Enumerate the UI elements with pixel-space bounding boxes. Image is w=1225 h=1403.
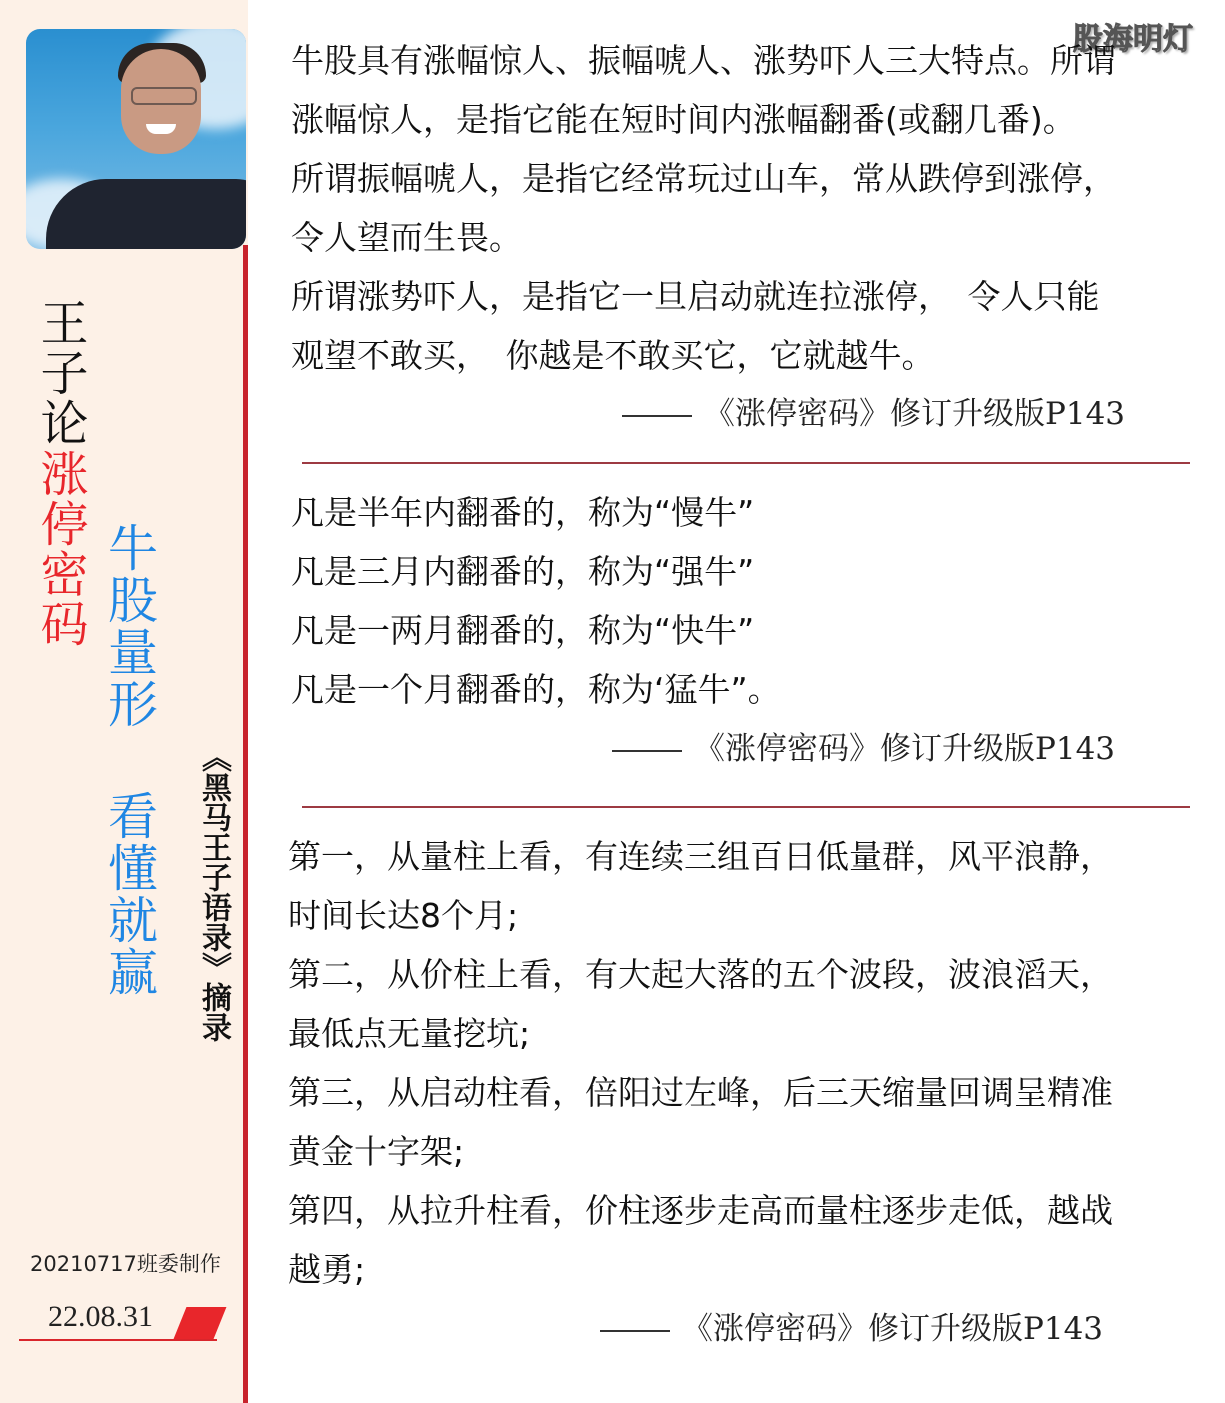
section2-line: 凡是一个月翻番的，称为‘猛牛”。 xyxy=(291,670,781,709)
sidebar-red-border xyxy=(243,245,248,1403)
section1-line: 令人望而生畏。 xyxy=(291,218,522,257)
section1-line: 涨幅惊人，是指它能在短时间内涨幅翻番(或翻几番)。 xyxy=(291,100,1076,139)
section3-line: 第四，从拉升柱看，价柱逐步走高而量柱逐步走低，越战 xyxy=(288,1191,1113,1230)
subtitle-part-1: 牛股量形 xyxy=(100,522,158,730)
section2-line: 凡是半年内翻番的，称为“慢牛” xyxy=(291,493,755,532)
section3-line: 越勇; xyxy=(288,1250,366,1289)
section3-line: 第三，从启动柱看，倍阳过左峰，后三天缩量回调呈精准 xyxy=(288,1073,1113,1112)
section3-line: 时间长达8个月; xyxy=(288,896,519,935)
section-divider xyxy=(302,462,1190,464)
book-source-note: 《黑马王子语录》摘录 xyxy=(196,742,231,1042)
section1-line: 观望不敢买， 你越是不敢买它，它就越牛。 xyxy=(291,336,935,375)
citation-text: 《涨停密码》修订升级版P143 xyxy=(694,731,1116,767)
date-text: 22.08.31 xyxy=(48,1300,153,1333)
section1-line: 所谓涨势吓人，是指它一旦启动就连拉涨停， 令人只能 xyxy=(291,277,1100,316)
section3-citation xyxy=(600,1311,1104,1347)
em-dash xyxy=(600,1330,670,1332)
title-main: 涨停密码 xyxy=(32,449,88,649)
section2-line: 凡是一两月翻番的，称为“快牛” xyxy=(291,611,755,650)
credit-text: 20210717班委制作 xyxy=(30,1252,221,1276)
section2-citation xyxy=(612,731,1116,767)
date-underline xyxy=(19,1339,217,1341)
em-dash xyxy=(622,415,692,417)
watermark-logo: 股海明灯 xyxy=(1073,22,1193,57)
section-divider xyxy=(302,806,1190,808)
em-dash xyxy=(612,750,682,752)
author-photo xyxy=(26,29,246,249)
section3-line: 黄金十字架; xyxy=(288,1132,465,1171)
section3-line: 最低点无量挖坑; xyxy=(288,1014,531,1053)
red-flag-decoration xyxy=(174,1307,227,1339)
section1-line: 牛股具有涨幅惊人、振幅唬人、涨势吓人三大特点。所谓 xyxy=(291,41,1116,80)
citation-text: 《涨停密码》修订升级版P143 xyxy=(682,1311,1104,1347)
sidebar xyxy=(0,0,248,1403)
section3-line: 第一，从量柱上看，有连续三组百日低量群，风平浪静， xyxy=(288,837,1113,876)
section1-citation xyxy=(622,396,1126,432)
section1-line: 所谓振幅唬人，是指它经常玩过山车，常从跌停到涨停， xyxy=(291,159,1116,198)
section3-line: 第二，从价柱上看，有大起大落的五个波段，波浪滔天， xyxy=(288,955,1113,994)
section2-line: 凡是三月内翻番的，称为“强牛” xyxy=(291,552,755,591)
citation-text: 《涨停密码》修订升级版P143 xyxy=(704,396,1126,432)
subtitle-part-2: 看懂就赢 xyxy=(100,790,158,998)
title-prefix: 王子论 xyxy=(32,298,88,448)
